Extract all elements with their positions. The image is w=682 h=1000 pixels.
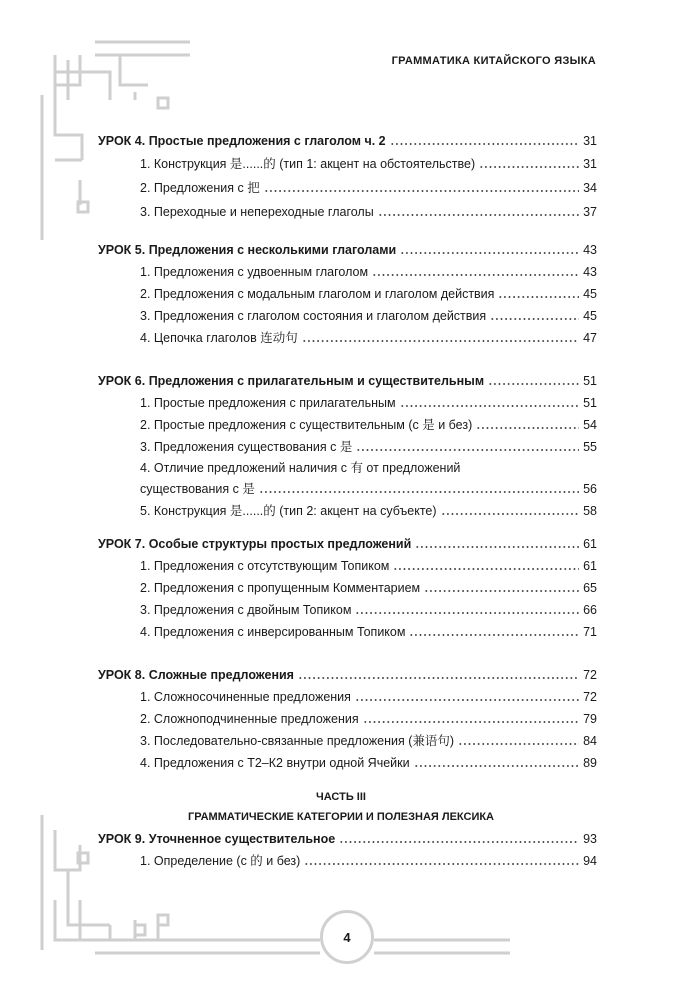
entry-title [140, 732, 454, 750]
page-ref: 58 [583, 504, 597, 518]
lesson-label: УРОК 7. [98, 537, 146, 551]
toc-item[interactable] [140, 329, 597, 347]
item-title: 4. Предложения с инверсированным Топиком [140, 625, 406, 639]
toc-item[interactable] [140, 285, 597, 303]
page-ref: 54 [583, 418, 597, 432]
entry-title [140, 710, 359, 728]
toc-item[interactable] [140, 155, 597, 173]
item-title: существования с 是 [140, 482, 255, 496]
item-title: 2. Предложения с пропущенным Комментарием [140, 581, 421, 595]
item-title: 3. Предложения с двойным Топиком [140, 603, 352, 617]
dot-leader [298, 676, 579, 680]
lesson-title: Предложения с прилагательным и существительным [148, 374, 485, 388]
page-ref: 55 [583, 440, 597, 454]
dot-leader [363, 720, 579, 724]
dot-leader [488, 382, 579, 386]
page-ref: 61 [583, 537, 597, 551]
lesson-label: УРОК 4. [98, 134, 146, 148]
entry-title [140, 438, 352, 456]
toc-item-line: 4. Отличие предложений наличия с 有 от предложений [140, 461, 461, 475]
item-title: 3. Переходные и непереходные глаголы [140, 205, 374, 219]
dot-leader [498, 295, 579, 299]
dot-leader [458, 742, 579, 746]
entry-title [140, 329, 298, 347]
page-ref: 51 [583, 396, 597, 410]
item-title: 1. Простые предложения с прилагательным [140, 396, 396, 410]
page-ref: 79 [583, 712, 597, 726]
entry-title [140, 557, 389, 575]
toc-item[interactable] [140, 579, 597, 597]
toc-item[interactable] [140, 732, 597, 750]
item-title: 4. Предложения с Т2–К2 внутри одной Ячейки [140, 756, 410, 770]
entry-title [140, 155, 475, 173]
item-title: 1. Предложения с удвоенным глаголом [140, 265, 369, 279]
dot-leader [415, 545, 579, 549]
dot-leader [302, 339, 579, 343]
entry-title [140, 601, 351, 619]
dot-leader [441, 512, 580, 516]
toc-item[interactable] [140, 502, 597, 520]
dot-leader [264, 189, 579, 193]
lesson-title: Предложения с несколькими глаголами [148, 243, 397, 257]
page-ref: 56 [583, 482, 597, 496]
toc-item[interactable] [140, 480, 597, 498]
item-title: 1. Конструкция 是......的 (тип 1: акцент на обстоятельстве) [140, 157, 476, 171]
dot-leader [400, 251, 579, 255]
page-ref: 71 [583, 625, 597, 639]
dot-leader [355, 698, 579, 702]
entry-title [98, 666, 294, 684]
page-ref: 61 [583, 559, 597, 573]
toc-lesson[interactable] [98, 372, 597, 390]
toc-item[interactable] [140, 601, 597, 619]
page-ref: 43 [583, 243, 597, 257]
page-number-text: 4 [343, 929, 351, 945]
page-ref: 51 [583, 374, 597, 388]
dot-leader [339, 840, 579, 844]
lesson-title: Сложные предложения [148, 668, 294, 682]
entry-title [140, 623, 405, 641]
entry-title [140, 688, 351, 706]
dot-leader [393, 567, 579, 571]
item-title: 1. Предложения с отсутствующим Топиком [140, 559, 390, 573]
dot-leader [304, 862, 579, 866]
toc-item[interactable] [140, 394, 597, 412]
running-header: ГРАММАТИКА КИТАЙСКОГО ЯЗЫКА [391, 55, 596, 67]
part-number: ЧАСТЬ III [316, 791, 366, 803]
item-title: 2. Предложения с модальным глаголом и глаголом действия [140, 287, 495, 301]
lesson-title: Уточненное существительное [148, 832, 336, 846]
toc-item[interactable] [140, 179, 597, 197]
page-ref: 34 [583, 181, 597, 195]
item-title: 4. Цепочка глаголов 连动句 [140, 331, 298, 345]
page-ref: 72 [583, 668, 597, 682]
page-number [320, 910, 374, 964]
toc-lesson[interactable] [98, 830, 597, 848]
page-ref: 31 [583, 134, 597, 148]
item-title: 1. Сложносочиненные предложения [140, 690, 351, 704]
item-title: 1. Определение (с 的 и без) [140, 854, 301, 868]
page-ref: 66 [583, 603, 597, 617]
part-title: ГРАММАТИЧЕСКИЕ КАТЕГОРИИ И ПОЛЕЗНАЯ ЛЕКСИКА [187, 811, 495, 823]
item-title: 3. Последовательно-связанные предложения (兼语句) [140, 734, 455, 748]
toc-item[interactable] [140, 852, 597, 870]
entry-title [140, 179, 260, 197]
dot-leader [424, 589, 579, 593]
page-ref: 89 [583, 756, 597, 770]
item-title: 5. Конструкция 是......的 (тип 2: акцент на субъекте) [140, 504, 437, 518]
toc-lesson[interactable] [98, 241, 597, 259]
dot-leader [378, 213, 579, 217]
toc-item[interactable] [140, 416, 597, 434]
lesson-label: УРОК 5. [98, 243, 146, 257]
page-ref: 65 [583, 581, 597, 595]
dot-leader [390, 142, 579, 146]
dot-leader [476, 426, 579, 430]
lesson-title: Особые структуры простых предложений [148, 537, 412, 551]
toc-item[interactable] [140, 688, 597, 706]
toc-item[interactable] [140, 710, 597, 728]
page-ref: 37 [583, 205, 597, 219]
entry-title [140, 203, 374, 221]
entry-title [98, 372, 484, 390]
entry-title [140, 480, 255, 498]
entry-title [98, 535, 411, 553]
entry-title [98, 132, 386, 150]
lesson-label: УРОК 6. [98, 374, 146, 388]
entry-title [140, 285, 494, 303]
toc-item[interactable] [140, 438, 597, 456]
lesson-title: Простые предложения с глаголом ч. 2 [148, 134, 386, 148]
dot-leader [356, 448, 579, 452]
toc-lesson[interactable] [98, 666, 597, 684]
entry-title [140, 394, 396, 412]
toc-item[interactable] [140, 557, 597, 575]
entry-title [140, 852, 300, 870]
toc-item[interactable] [140, 263, 597, 281]
entry-title [98, 241, 396, 259]
page-ref: 84 [583, 734, 597, 748]
item-title: 3. Предложения с глаголом состояния и глаголом действия [140, 309, 487, 323]
toc-item[interactable] [140, 754, 597, 772]
item-title: 2. Сложноподчиненные предложения [140, 712, 359, 726]
page-ref: 45 [583, 287, 597, 301]
entry-title [140, 263, 368, 281]
toc-item[interactable] [140, 623, 597, 641]
toc-lesson[interactable] [98, 132, 597, 150]
entry-title [140, 307, 486, 325]
page-ref: 47 [583, 331, 597, 345]
entry-title [140, 416, 472, 434]
dot-leader [259, 490, 579, 494]
toc-item[interactable] [140, 203, 597, 221]
toc-item[interactable] [140, 307, 597, 325]
page-ref: 94 [583, 854, 597, 868]
toc-lesson[interactable] [98, 535, 597, 553]
item-title: 2. Простые предложения с существительным (с 是 и без) [140, 418, 473, 432]
page-ref: 31 [583, 157, 597, 171]
entry-title [140, 754, 410, 772]
dot-leader [479, 165, 579, 169]
page-ref: 93 [583, 832, 597, 846]
dot-leader [355, 611, 579, 615]
dot-leader [372, 273, 579, 277]
lesson-label: УРОК 8. [98, 668, 146, 682]
lesson-label: УРОК 9. [98, 832, 146, 846]
page-ref: 72 [583, 690, 597, 704]
dot-leader [490, 317, 579, 321]
dot-leader [414, 764, 580, 768]
dot-leader [400, 404, 580, 408]
entry-title [140, 579, 420, 597]
item-title: 2. Предложения с 把 [140, 181, 260, 195]
page-ref: 43 [583, 265, 597, 279]
dot-leader [409, 633, 579, 637]
item-title: 3. Предложения существования с 是 [140, 440, 353, 454]
entry-title [98, 830, 335, 848]
page-ref: 45 [583, 309, 597, 323]
entry-title [140, 502, 437, 520]
